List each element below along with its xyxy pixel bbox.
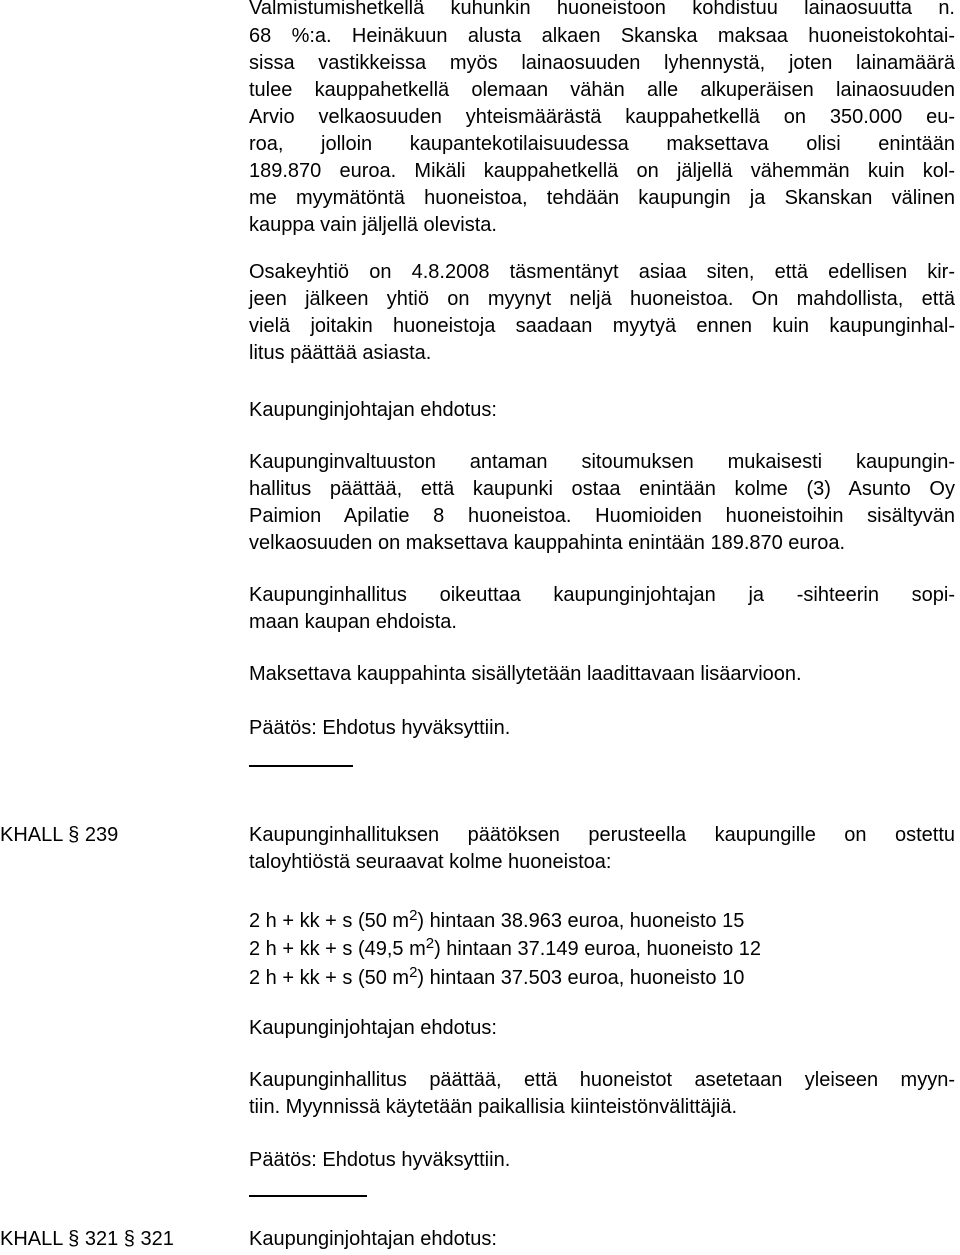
proposal-heading: Kaupunginjohtajan ehdotus:	[249, 399, 497, 421]
proposal-heading: Kaupunginjohtajan ehdotus:	[249, 1017, 497, 1039]
proposal-heading: Kaupunginjohtajan ehdotus:	[249, 1228, 497, 1250]
section-label: KHALL § 321 § 321	[0, 1228, 174, 1250]
text-line: kauppa vain jäljellä olevista.	[249, 214, 497, 236]
text-line: maan kaupan ehdoista.	[249, 611, 457, 633]
text-line: me myymätöntä huoneistoa, tehdään kaupungin ja Skanskan välinen	[249, 187, 955, 209]
text-line: litus päättää asiasta.	[249, 342, 432, 364]
section-label: KHALL § 239	[0, 824, 119, 846]
list-item: 2 h + kk + s (49,5 $m^2$) hintaan 37.149 euroa, huoneisto 12	[249, 935, 762, 960]
text-line: 68 %:a. Heinäkuun alusta alkaen Skanska maksaa huoneistokohtai-	[249, 25, 955, 47]
text-line: tiin. Myynnissä käytetään paikallisia kiinteistönvälittäjiä.	[249, 1096, 738, 1118]
decision-text: Päätös: Ehdotus hyväksyttiin.	[249, 1149, 511, 1171]
text-line: Paimion Apilatie 8 huoneistoa. Huomioiden huoneistoihin sisältyvän	[249, 505, 955, 527]
text-line: Kaupunginhallitus päättää, että huoneistot asetetaan yleiseen myyn-	[249, 1069, 955, 1091]
text-line: roa, jolloin kaupantekotilaisuudessa maksettava olisi enintään	[249, 133, 955, 155]
list-item: 2 h + kk + s (50 $m^2$) hintaan 38.963 euroa, huoneisto 15	[249, 907, 745, 932]
separator-line	[249, 765, 353, 767]
text-line: vielä joitakin huoneistoja saadaan myytyä ennen kuin kaupunginhal-	[249, 315, 955, 337]
text-line: sissa vastikkeissa myös lainaosuuden lyhennystä, joten lainamäärä	[249, 52, 955, 74]
text-line: 189.870 euroa. Mikäli kauppahetkellä on jäljellä vähemmän kuin kol-	[249, 160, 955, 182]
text-line: jeen jälkeen yhtiö on myynyt neljä huoneistoa. On mahdollista, että	[249, 288, 955, 310]
text-line: Valmistumishetkellä kuhunkin huoneistoon kohdistuu lainaosuutta n.	[249, 0, 955, 19]
text-line: tulee kauppahetkellä olemaan vähän alle alkuperäisen lainaosuuden	[249, 79, 955, 101]
decision-text: Päätös: Ehdotus hyväksyttiin.	[249, 717, 511, 739]
text-line: Kaupunginhallituksen päätöksen perusteella kaupungille on ostettu	[249, 824, 955, 846]
paragraph-budget: Maksettava kauppahinta sisällytetään laadittavaan lisäarvioon.	[249, 663, 802, 685]
text-line: Kaupunginhallitus oikeuttaa kaupunginjohtajan ja -sihteerin sopi-	[249, 584, 955, 606]
text-line: hallitus päättää, että kaupunki ostaa enintään kolme (3) Asunto Oy	[249, 478, 955, 500]
text-line: taloyhtiöstä seuraavat kolme huoneistoa:	[249, 851, 612, 873]
separator-line	[249, 1195, 367, 1197]
list-item: 2 h + kk + s (50 $m^2$) hintaan 37.503 euroa, huoneisto 10	[249, 964, 745, 989]
text-line: Kaupunginvaltuuston antaman sitoumuksen mukaisesti kaupungin-	[249, 451, 955, 473]
text-line: velkaosuuden on maksettava kauppahinta enintään 189.870 euroa.	[249, 532, 846, 554]
text-line: Osakeyhtiö on 4.8.2008 täsmentänyt asiaa siten, että edellisen kir-	[249, 261, 955, 283]
text-line: Arvio velkaosuuden yhteismäärästä kauppahetkellä on 350.000 eu-	[249, 106, 955, 128]
